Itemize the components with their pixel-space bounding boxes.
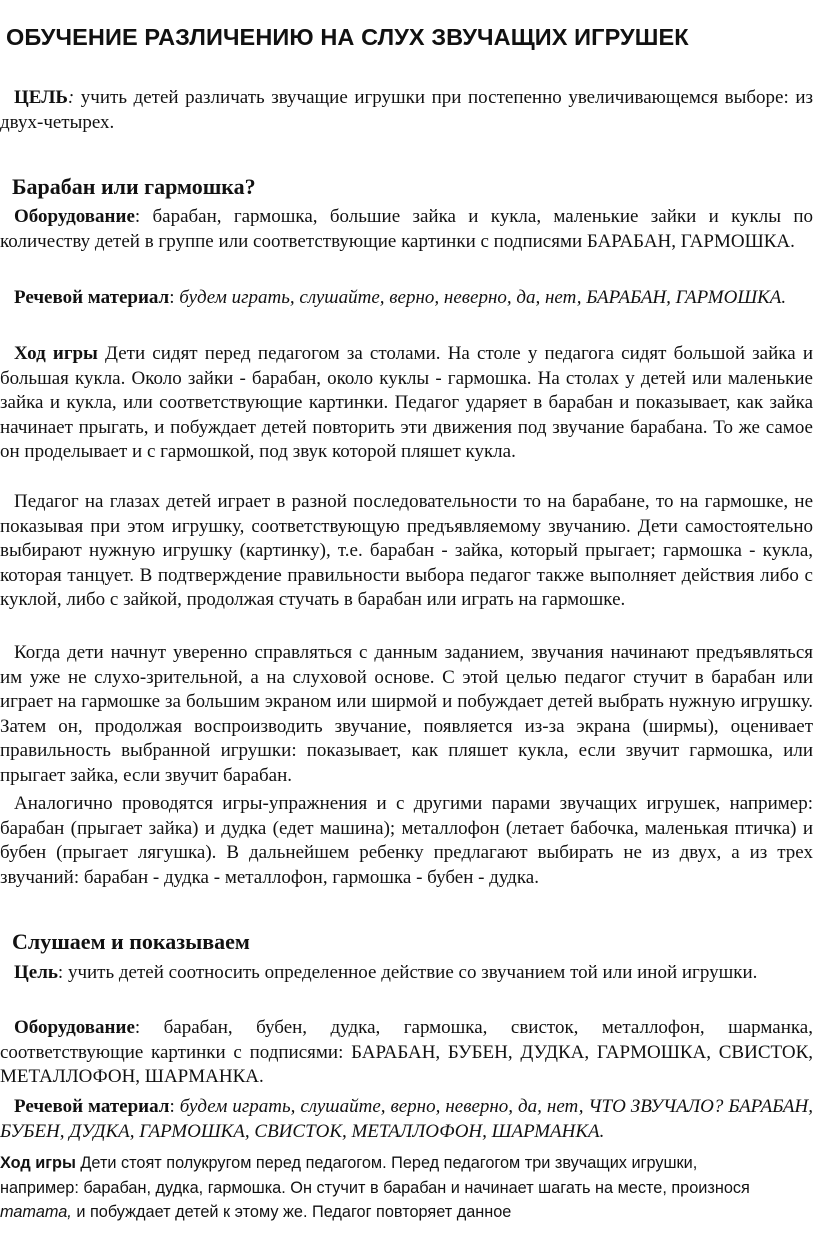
section1-heading: Барабан или гармошка? bbox=[12, 174, 256, 199]
s2-course-paragraph bbox=[0, 1151, 816, 1225]
s1-course-label: Ход игры bbox=[14, 343, 98, 364]
s1-equipment-label: Оборудование bbox=[14, 206, 135, 227]
s2-course-italic: татата, bbox=[0, 1203, 72, 1221]
goal-label: ЦЕЛЬ bbox=[14, 87, 68, 108]
s2-goal-paragraph bbox=[0, 961, 813, 986]
goal-text: учить детей различать звучащие игрушки при постепенно увеличивающемся выборе: из двух-четырех. bbox=[0, 87, 813, 133]
s2-course-text-1: Дети стоят полукругом перед педагогом. Перед педагогом три звучащих игрушки, bbox=[75, 1154, 698, 1172]
s2-speech-colon: : bbox=[169, 1096, 180, 1117]
s1-paragraph-4: Аналогично проводятся игры-упражнения и с другими парами звучащих игрушек, например: барабан (прыгает зайка) и дудка (едет машина); металлофон (летает бабочка, маленькая птичка) и бубен (прыгает лягушка). В дальнейшем ребенку предлагают выбирать не из двух, а из трех звучаний: барабан - дудка - металлофон, гармошка - бубен - дудка. bbox=[0, 793, 813, 888]
s1-equipment-paragraph bbox=[0, 205, 813, 254]
section2-heading: Слушаем и показываем bbox=[12, 929, 250, 954]
s1-course-text: Дети сидят перед педагогом за столами. На столе у педагога сидят большой зайка и большая кукла. Около зайки - барабан, около куклы - гармошка. На столах у детей или маленькие зайка и кукла, или соответствующие картинки. Педагог ударяет в барабан и показывает, как зайка начинает прыгать, и побуждает детей повторить эти движения под звучание барабана. То же самое он проделывает и с гармошкой, под звук которой пляшет кукла. bbox=[0, 343, 813, 463]
s2-speech-label: Речевой материал bbox=[14, 1096, 170, 1117]
s2-course-line-3 bbox=[0, 1200, 816, 1225]
s1-course-paragraph bbox=[0, 342, 813, 465]
s2-speech-paragraph bbox=[0, 1095, 813, 1144]
goal-colon: : bbox=[67, 87, 75, 108]
s1-equipment-text: : барабан, гармошка, большие зайка и кукла, маленькие зайки и куклы по количеству детей в группе или соответствующие картинки с подписями БАРАБАН, ГАРМОШКА. bbox=[0, 206, 813, 252]
s2-equipment-label: Оборудование bbox=[14, 1017, 135, 1038]
s1-paragraph-3: Когда дети начнут уверенно справляться с данным заданием, звучания начинают предъявляться им уже не слухо-зрительной, а на слуховой основе. С этой целью педагог стучит в барабан или играет на гармошке за большим экраном или ширмой и побуждает детей выбрать нужную игрушку. Затем он, продолжая воспроизводить звучание, появляется из-за экрана (ширмы), оценивает правильность выбранной игрушки: показывает, как пляшет кукла, если звучит гармошка, или прыгает зайка, если звучит барабан. bbox=[0, 642, 813, 786]
s2-course-text-3: и побуждает детей к этому же. Педагог повторяет данное bbox=[71, 1203, 512, 1221]
s2-course-line-2: например: барабан, дудка, гармошка. Он стучит в барабан и начинает шагать на месте, произнося bbox=[0, 1178, 750, 1197]
s2-equipment-paragraph bbox=[0, 1016, 813, 1090]
goal-paragraph bbox=[0, 86, 813, 135]
s1-speech-label: Речевой материал bbox=[14, 287, 170, 308]
s2-course-line-1 bbox=[0, 1151, 816, 1176]
s2-equipment-text: : барабан, бубен, дудка, гармошка, свисток, металлофон, шарманка, соответствующие картинки с подписями: БАРАБАН, БУБЕН, ДУДКА, ГАРМОШКА, СВИСТОК, МЕТАЛЛОФОН, ШАРМАНКА. bbox=[0, 1017, 813, 1088]
s1-speech-text: будем играть, слушайте, верно, неверно, да, нет, БАРАБАН, ГАРМОШКА. bbox=[179, 287, 787, 308]
s1-speech-colon: : bbox=[169, 287, 180, 308]
s2-goal-label: Цель bbox=[14, 962, 58, 983]
page-title: ОБУЧЕНИЕ РАЗЛИЧЕНИЮ НА СЛУХ ЗВУЧАЩИХ ИГРУШЕК bbox=[6, 24, 689, 50]
s2-course-label: Ход игры bbox=[0, 1154, 76, 1172]
s2-speech-text: будем играть, слушайте, верно, неверно, да, нет, ЧТО ЗВУЧАЛО? БАРАБАН, БУБЕН, ДУДКА, ГАРМОШКА, СВИСТОК, МЕТАЛЛОФОН, ШАРМАНКА. bbox=[0, 1096, 813, 1142]
s1-speech-paragraph bbox=[0, 286, 813, 311]
s2-goal-text: : учить детей соотносить определенное действие со звучанием той или иной игрушки. bbox=[57, 962, 758, 983]
s1-paragraph-2: Педагог на глазах детей играет в разной последовательности то на барабане, то на гармошке, не показывая при этом игрушку, соответствующую предъявляемому звучанию. Дети самостоятельно выбирают нужную игрушку (картинку), т.е. барабан - зайка, который прыгает; гармошка - кукла, которая танцует. В подтверждение правильности выбора педагог также выполняет действия либо с куклой, либо с зайкой, продолжая стучать в барабан или играть на гармошке. bbox=[0, 491, 813, 611]
